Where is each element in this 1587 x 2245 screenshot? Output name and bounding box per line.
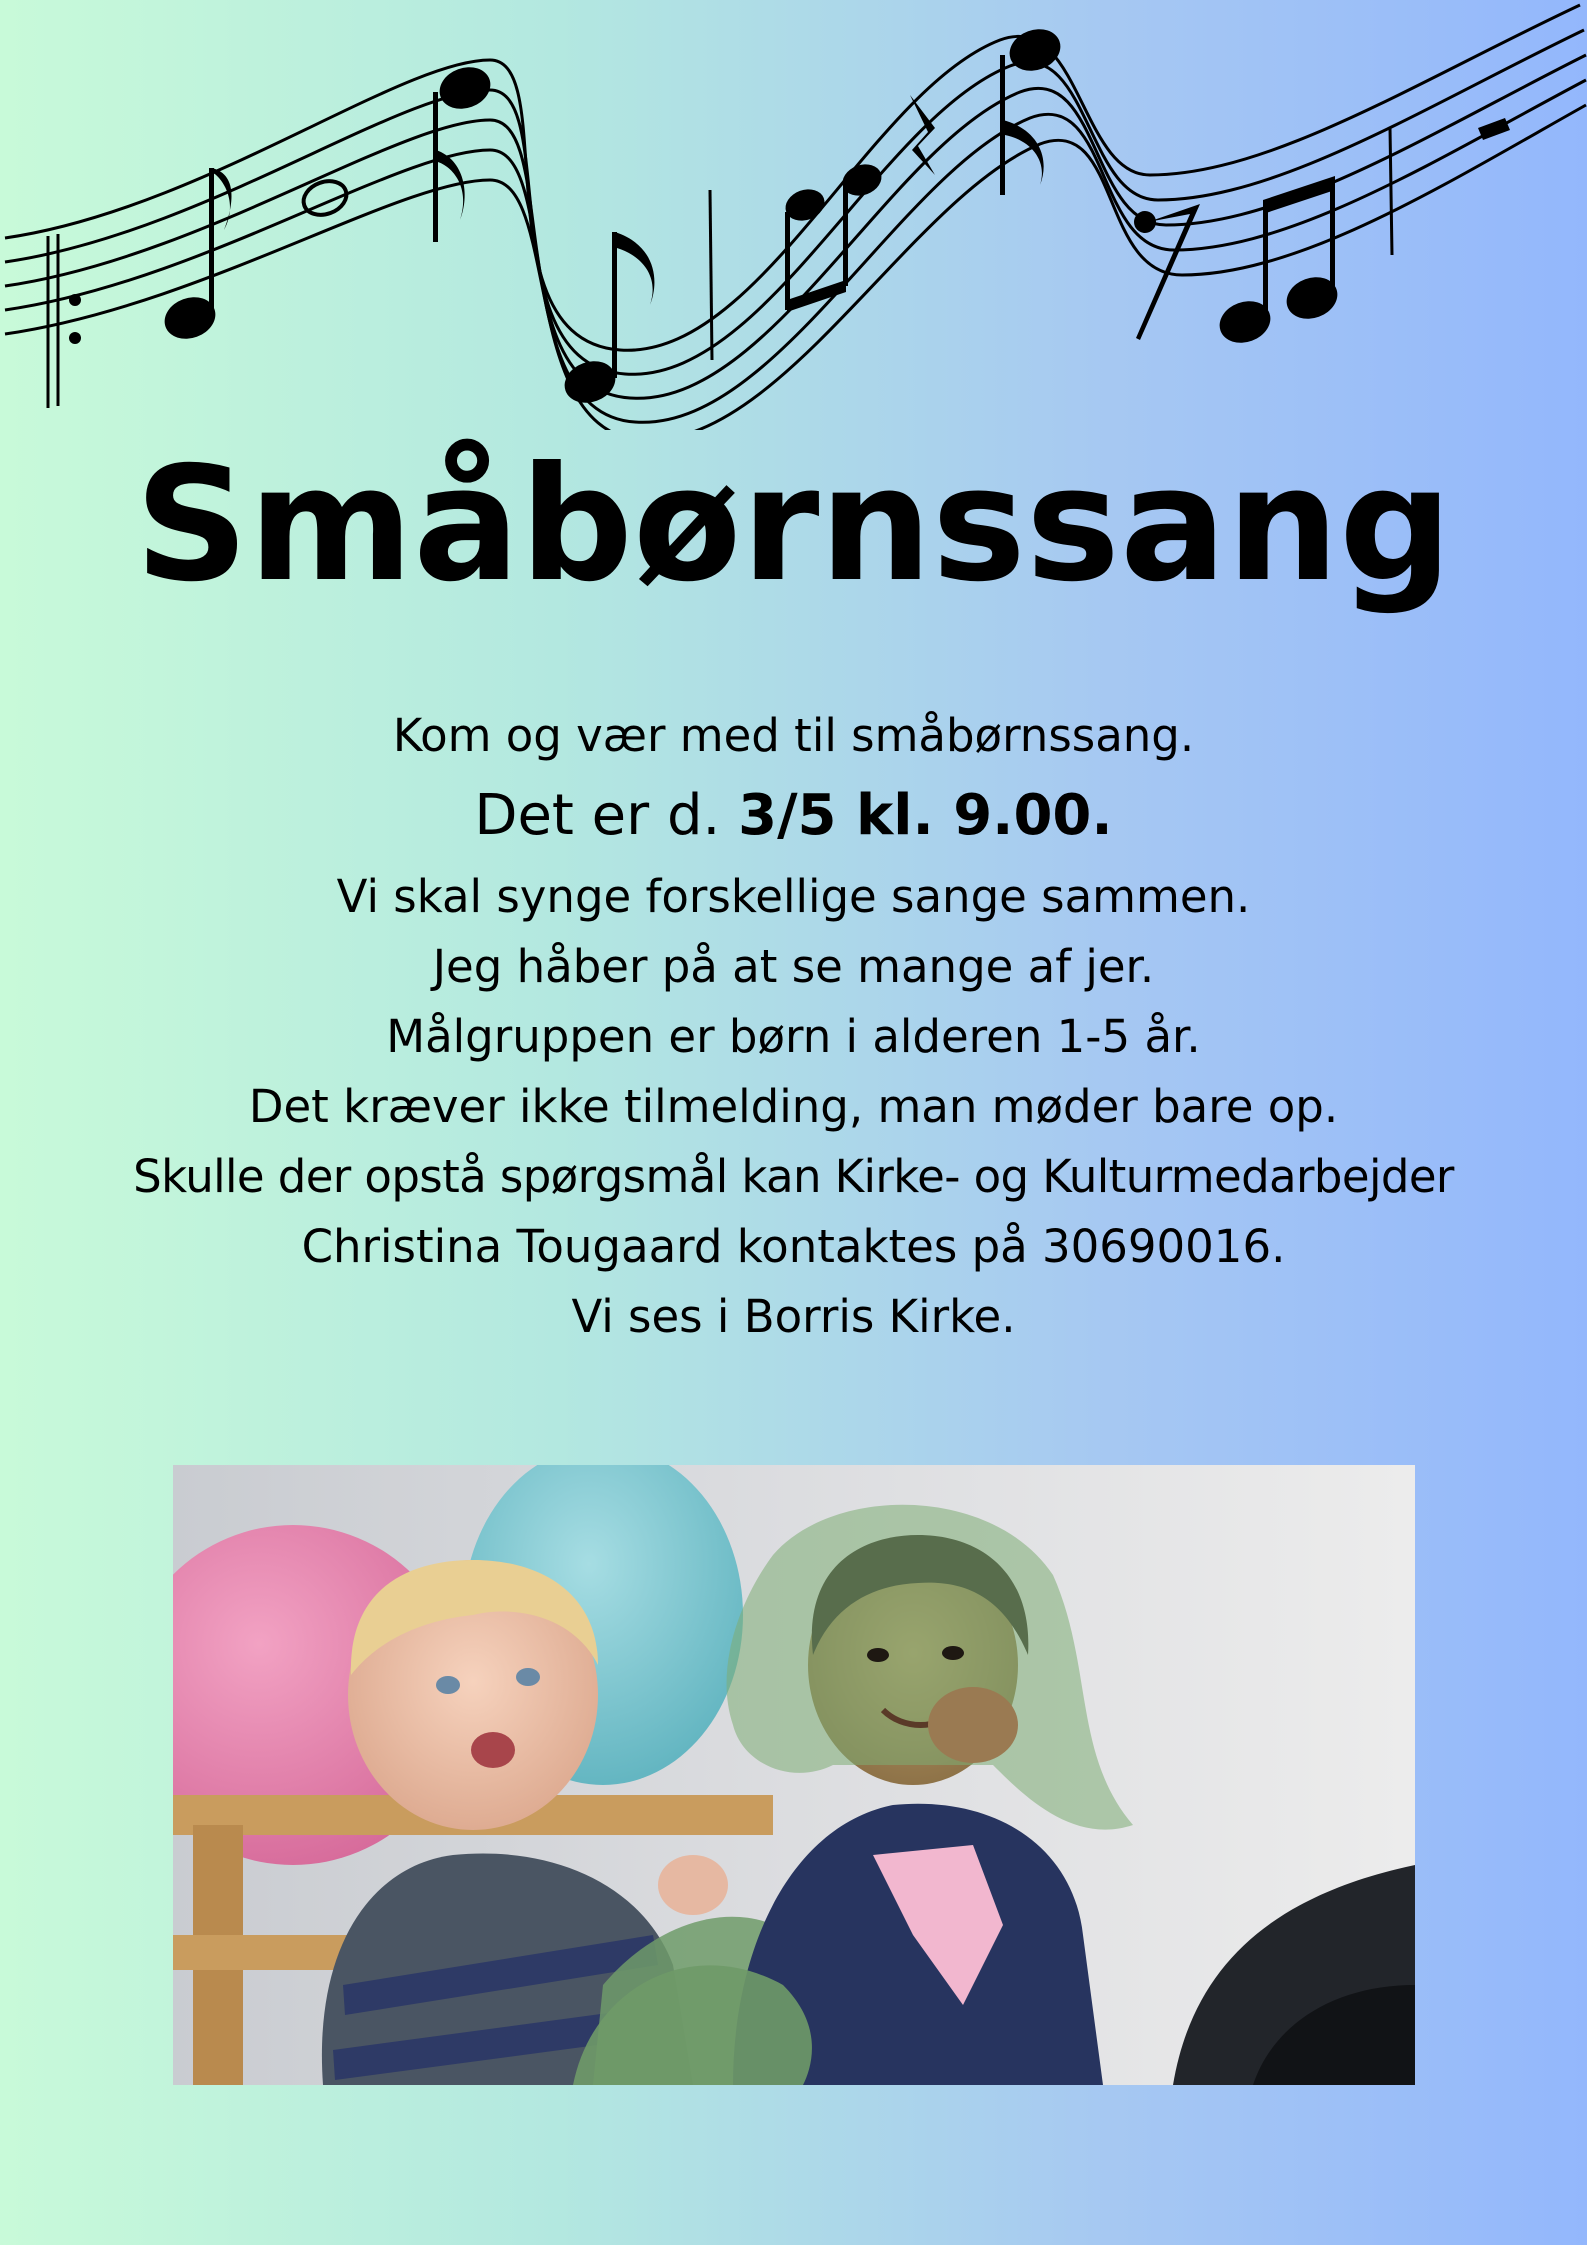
date-prefix: Det er d. (474, 783, 721, 848)
date-value: 3/5 kl. 9.00. (738, 783, 1113, 848)
poster-body (0, 702, 1587, 1352)
body-line-7: Vi ses i Borris Kirke. (571, 1290, 1016, 1343)
body-line-3: Målgruppen er børn i alderen 1-5 år. (386, 1010, 1201, 1063)
children-photo (173, 1465, 1415, 2085)
body-line-1: Vi skal synge forskellige sange sammen. (336, 870, 1251, 923)
body-line-5: Skulle der opstå spørgsmål kan Kirke- og Kulturmedarbejder (133, 1150, 1454, 1203)
poster-title: Småbørnssang (134, 433, 1453, 617)
intro-line: Kom og vær med til småbørnssang. (392, 709, 1195, 762)
date-line (0, 770, 1587, 862)
body-line-2: Jeg håber på at se mange af jer. (432, 940, 1155, 993)
body-line-4: Det kræver ikke tilmelding, man møder bare op. (248, 1080, 1339, 1133)
body-line-6: Christina Tougaard kontaktes på 30690016. (301, 1220, 1286, 1273)
music-staff-decoration (0, 0, 1587, 430)
